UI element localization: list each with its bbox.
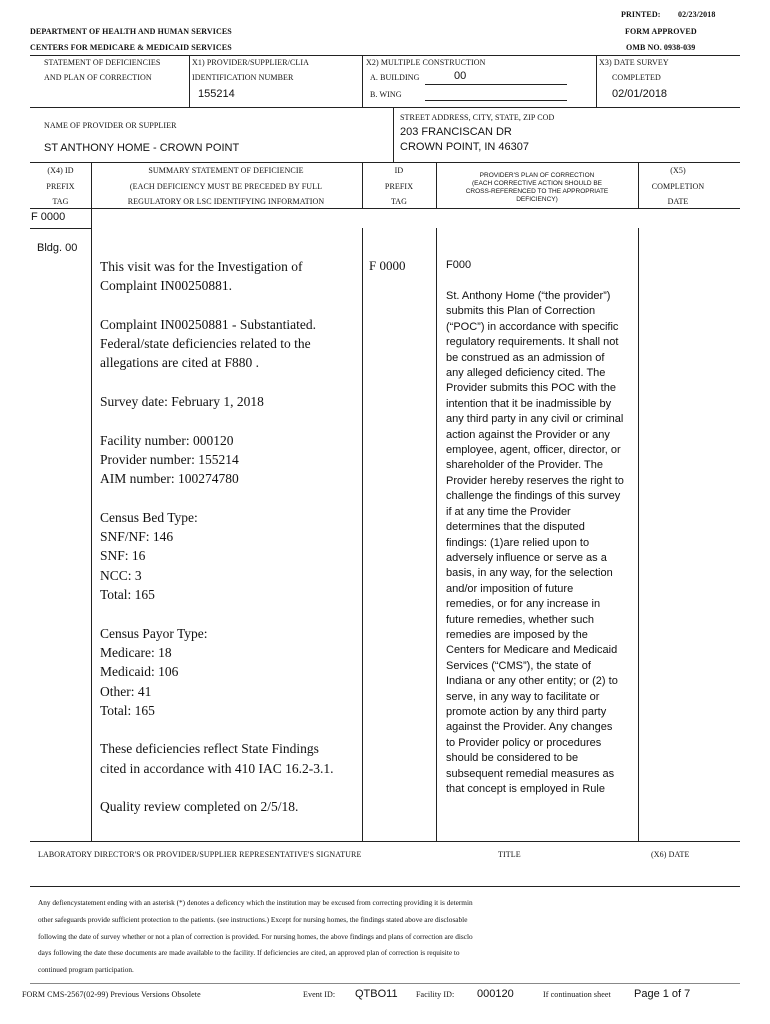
summary-line xyxy=(100,373,358,392)
wing-label: B. WING xyxy=(370,90,402,99)
summary-header-2: (EACH DEFICIENCY MUST BE PRECEDED BY FULL xyxy=(129,182,323,191)
summary-line: Complaint IN00250881. xyxy=(100,278,232,294)
divider xyxy=(362,228,363,841)
printed-label: PRINTED: xyxy=(621,10,661,19)
disclaimer-line: days following the date these documents are made available to the facility. If deficiencies are cited, an approved plan of correction is requisite to xyxy=(38,948,460,958)
disclaimer-line: continued program participation. xyxy=(38,965,134,975)
summary-line xyxy=(100,604,358,623)
printed-date: 02/23/2018 xyxy=(678,10,716,19)
summary-line xyxy=(100,296,358,315)
x5-header-3: DATE xyxy=(667,197,689,206)
title-label: TITLE xyxy=(498,850,521,859)
summary-line: Survey date: February 1, 2018 xyxy=(100,394,264,410)
form-approved: FORM APPROVED xyxy=(625,27,697,36)
summary-line xyxy=(100,720,358,739)
plan-of-correction: St. Anthony Home (“the provider”) submits this Plan of Correction (“POC”) in accordance with specific regulatory requirements. It shall not be construed as an admission of any alleged deficiency cited. The Provider submits this POC with the intention that it be inadmissible by any third party in any civil or criminal action against the Provider or any employee, agent, officer, director, or shareholder of the Provider. The Provider hereby reserves the right to challenge the findings of this survey if at any time the Provider determines that the disputed findings: (1)are relied upon to adversely influence or serve as a basis, in any way, for the selection and/or imposition of future remedies, or for any increase in future remedies, whether such remedies are imposed by the Centers for Medicare and Medicaid Services (“CMS”), the state of Indiana or any other entity; or (2) to serve, in any way to facilitate or promote action by any third party against the Provider. Any changes to Provider policy or procedures should be considered to be subsequent remedial measures as that concept is employed in Rule xyxy=(446,290,624,795)
poc-heading: F000 xyxy=(446,259,472,271)
provider-number: 155214 xyxy=(198,88,235,100)
summary-line: Facility number: 000120 xyxy=(100,432,234,448)
building-underline xyxy=(425,84,567,85)
x4-header-1: (X4) ID xyxy=(47,166,74,175)
tag-right: F 0000 xyxy=(369,258,406,273)
building-value: 00 xyxy=(454,70,467,82)
building-label: A. BUILDING xyxy=(370,73,420,82)
event-label: Event ID: xyxy=(303,990,336,999)
disclaimer xyxy=(38,895,738,979)
summary-line: Census Bed Type: xyxy=(100,509,198,525)
department-title: DEPARTMENT OF HEALTH AND HUMAN SERVICES xyxy=(30,27,232,36)
address-label: STREET ADDRESS, CITY, STATE, ZIP COD xyxy=(400,113,555,122)
divider xyxy=(638,228,639,841)
plan-header-1: PROVIDER'S PLAN OF CORRECTION xyxy=(479,172,595,179)
disclaimer-line: Any defiencystatement ending with an asterisk (*) denotes a deficency which the institution may be excused from correcting providing it is determin xyxy=(38,898,473,907)
centers-title: CENTERS FOR MEDICARE & MEDICAID SERVICES xyxy=(30,43,232,52)
summary-line xyxy=(100,778,358,797)
summary-line: allegations are cited at F880 . xyxy=(100,355,259,371)
wing-underline xyxy=(425,100,567,101)
signature-label: LABORATORY DIRECTOR'S OR PROVIDER/SUPPLIER REPRESENTATIVE'S SIGNATURE xyxy=(38,850,362,859)
summary-line: Total: 165 xyxy=(100,702,155,718)
plan-header-3: CROSS-REFERENCED TO THE APPROPRIATE xyxy=(465,188,609,195)
summary-header-3: REGULATORY OR LSC IDENTIFYING INFORMATION xyxy=(127,197,325,206)
x1-label-1: X1) PROVIDER/SUPPLIER/CLIA xyxy=(192,58,310,67)
address-line-2: CROWN POINT, IN 46307 xyxy=(400,141,529,153)
summary-line: Medicaid: 106 xyxy=(100,664,179,680)
facility-label: Facility ID: xyxy=(416,990,455,999)
divider xyxy=(393,107,394,162)
disclaimer-line: other safeguards provide sufficient protection to the patients. (see instructions.) Except for nursing homes, the findings stated above are disclosable xyxy=(38,914,468,924)
provider-name-label: NAME OF PROVIDER OR SUPPLIER xyxy=(44,121,177,130)
facility-id: 000120 xyxy=(477,988,514,1000)
divider xyxy=(596,55,597,107)
page-number: Page 1 of 7 xyxy=(634,988,691,1000)
x4-header-3: TAG xyxy=(52,197,69,206)
summary-line: AIM number: 100274780 xyxy=(100,471,239,487)
rule xyxy=(30,162,740,163)
continuation-label: If continuation sheet xyxy=(543,990,611,999)
id-header-2: PREFIX xyxy=(384,182,414,191)
summary-line: Complaint IN00250881 - Substantiated. xyxy=(100,316,316,332)
summary-line: These deficiencies reflect State Findings xyxy=(100,741,319,757)
rule xyxy=(30,228,91,229)
x3-label-1: X3) DATE SURVEY xyxy=(599,58,669,67)
tag-left: F 0000 xyxy=(31,211,66,223)
address-line-1: 203 FRANCISCAN DR xyxy=(400,126,512,138)
divider xyxy=(362,55,363,107)
plan-header-4: DEFICIENCY) xyxy=(516,196,558,203)
survey-date: 02/01/2018 xyxy=(612,88,668,100)
bldg-label: Bldg. 00 xyxy=(37,242,78,254)
rule xyxy=(30,983,740,984)
summary-line: SNF: 16 xyxy=(100,548,146,564)
summary-line: Quality review completed on 2/5/18. xyxy=(100,799,299,815)
summary-line: SNF/NF: 146 xyxy=(100,529,174,545)
rule xyxy=(30,886,740,887)
divider xyxy=(91,208,92,841)
summary-line: cited in accordance with 410 IAC 16.2-3.1. xyxy=(100,760,334,776)
rule xyxy=(30,841,740,842)
provider-name: ST ANTHONY HOME - CROWN POINT xyxy=(44,142,240,154)
divider xyxy=(189,55,190,107)
x3-label-2: COMPLETED xyxy=(612,73,661,82)
omb-number: OMB NO. 0938-039 xyxy=(626,43,696,52)
plan-header-2: (EACH CORRECTIVE ACTION SHOULD BE xyxy=(471,180,603,187)
date-label: (X6) DATE xyxy=(651,850,690,859)
summary-line: NCC: 3 xyxy=(100,567,142,583)
rule xyxy=(30,107,740,108)
form-number: FORM CMS-2567(02-99) Previous Versions Obsolete xyxy=(22,990,201,999)
summary-line: Medicare: 18 xyxy=(100,644,172,660)
summary-line: Other: 41 xyxy=(100,683,152,699)
summary-line xyxy=(100,489,358,508)
rule xyxy=(30,208,740,209)
x5-header-2: COMPLETION xyxy=(651,182,705,191)
x2-label: X2) MULTIPLE CONSTRUCTION xyxy=(366,58,486,67)
x1-label-2: IDENTIFICATION NUMBER xyxy=(192,73,294,82)
event-id: QTBO11 xyxy=(355,988,398,1000)
x5-header-1: (X5) xyxy=(670,166,686,175)
summary-line: Total: 165 xyxy=(100,587,155,603)
divider xyxy=(91,162,92,208)
x4-header-2: PREFIX xyxy=(46,182,75,191)
statement-label-2: AND PLAN OF CORRECTION xyxy=(44,73,152,82)
rule xyxy=(30,55,740,56)
summary-line: Federal/state deficiencies related to the xyxy=(100,336,311,352)
summary-header-1: SUMMARY STATEMENT OF DEFICIENCIE xyxy=(148,166,304,175)
summary-line: Census Payor Type: xyxy=(100,625,208,641)
summary-statement xyxy=(100,257,358,817)
summary-line: Provider number: 155214 xyxy=(100,451,239,467)
statement-label-1: STATEMENT OF DEFICIENCIES xyxy=(44,58,161,67)
id-header-1: ID xyxy=(394,166,404,175)
divider xyxy=(436,228,437,841)
summary-line xyxy=(100,411,358,430)
summary-line: This visit was for the Investigation of xyxy=(100,259,303,274)
id-header-3: TAG xyxy=(390,197,408,206)
disclaimer-line: following the date of survey whether or not a plan of correction is provided. For nursing homes, the above findings and plans of correction are disclo xyxy=(38,931,473,941)
